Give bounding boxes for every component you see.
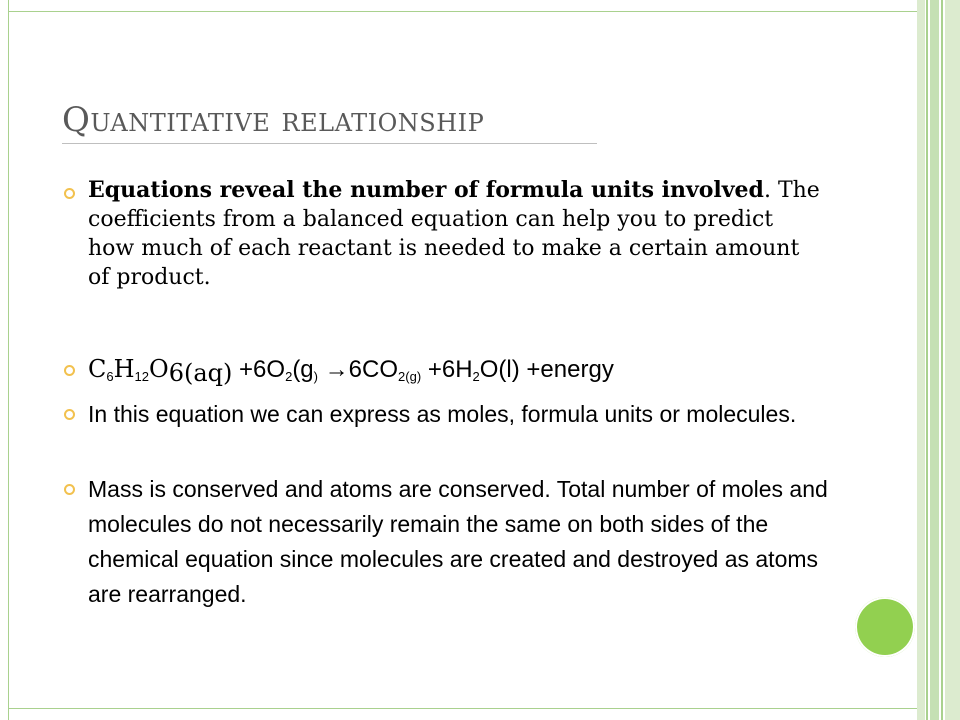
bullet-icon bbox=[64, 188, 75, 199]
equation-part: +6H bbox=[421, 356, 473, 383]
equation-part: H bbox=[113, 355, 135, 383]
equation-part: (g bbox=[292, 356, 314, 383]
side-bar bbox=[926, 0, 928, 720]
equation-sub: 6(aq) bbox=[168, 359, 233, 387]
equation-sub: 2 bbox=[285, 369, 293, 384]
equation-part: 6CO bbox=[348, 356, 399, 383]
equation-part: +6O bbox=[232, 356, 286, 383]
decorative-circle-icon bbox=[855, 597, 915, 657]
side-bar bbox=[945, 0, 960, 720]
equation-part: C bbox=[88, 355, 107, 383]
equation-part: O(l) +energy bbox=[479, 356, 614, 383]
border-line-top bbox=[8, 11, 920, 12]
bullet-conservation: Mass is conserved and atoms are conserved. Total number of moles and molecules do not necessarily remain the same on both sides of the chemical equation since molecules are created and destroyed as atoms are rearranged. bbox=[88, 476, 828, 607]
side-bar bbox=[930, 0, 939, 720]
bullet-icon bbox=[64, 409, 75, 420]
equation-sub: 2(g) bbox=[398, 369, 422, 384]
slide-title: Quantitative relationship bbox=[62, 100, 485, 140]
side-bar bbox=[917, 0, 925, 720]
side-bar bbox=[941, 0, 943, 720]
title-underline bbox=[62, 143, 597, 144]
bullet-equations bbox=[88, 176, 823, 292]
equation-part: O bbox=[149, 355, 169, 383]
bullet-text: . The coefficients from a balanced equation can help you to predict how much of each reactant is needed to make a certain amount of product. bbox=[88, 178, 820, 290]
border-line-left bbox=[8, 0, 9, 720]
bullet-icon bbox=[64, 484, 75, 495]
equation-sub: 6 bbox=[106, 369, 114, 384]
bullet-bold-text: Equations reveal the number of formula units involved bbox=[88, 177, 764, 203]
equation-sub: 12 bbox=[134, 369, 150, 384]
border-line-bottom bbox=[8, 708, 920, 709]
equation-sub: 2 bbox=[472, 369, 480, 384]
equation-sub: ) bbox=[313, 369, 318, 384]
arrow-icon: → bbox=[324, 356, 349, 383]
chemical-equation bbox=[88, 354, 614, 392]
bullet-expression: In this equation we can express as moles, formula units or molecules. bbox=[88, 401, 797, 427]
bullet-icon bbox=[64, 365, 75, 376]
